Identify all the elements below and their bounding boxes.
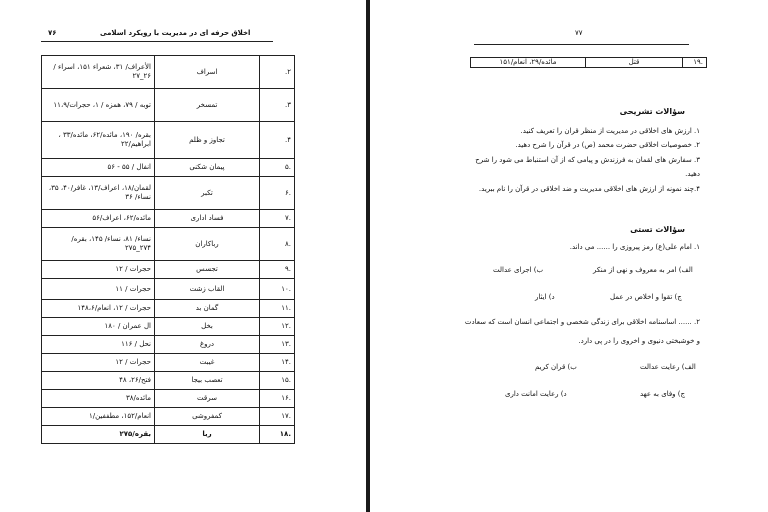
row-number: ۲. <box>260 56 295 89</box>
table-row <box>42 56 295 89</box>
row-term: تجاوز و ظلم <box>155 122 260 159</box>
table-row <box>42 279 295 300</box>
table-row <box>42 89 295 122</box>
row-number: .۱۱ <box>260 300 295 318</box>
row-number: .۱۶ <box>260 390 295 408</box>
row-reference: نحل / ۱۱۶ <box>42 336 155 354</box>
test-question: و خوشبختی دنیوی و اخروی را در پی دارد. <box>578 337 700 345</box>
row-term: فساد اداری <box>155 210 260 228</box>
table-row <box>42 426 295 444</box>
table-row <box>42 177 295 210</box>
row-reference: مائده/۶۲، اعراف/۵۶ <box>42 210 155 228</box>
row-number: .۱۰ <box>260 279 295 300</box>
row-number: .۸ <box>260 228 295 261</box>
answer-option[interactable]: ج) وفای به عهد <box>640 390 686 398</box>
table-row <box>42 354 295 372</box>
row-term: سرقت <box>155 390 260 408</box>
answer-option[interactable]: ب) قران کریم <box>535 363 577 371</box>
table-row <box>42 318 295 336</box>
row-term: اسراف <box>155 56 260 89</box>
row-reference: حجرات / ۱۱ <box>42 279 155 300</box>
table-row <box>42 228 295 261</box>
table-row <box>42 408 295 426</box>
left-page <box>0 0 366 512</box>
row-term: گمان بد <box>155 300 260 318</box>
descriptive-question: ۳. سفارش های لقمان به فرزندش و پیامی که از آن استنباط می شود را شرح <box>475 156 700 164</box>
row-reference: حجرات / ۱۲، انعام/۱۴۸،۶ <box>42 300 155 318</box>
answer-option[interactable]: ج) تقوا و اخلاص در عمل <box>610 293 682 301</box>
row-reference: انعام/۱۵۲، مطففین/۱ <box>42 408 155 426</box>
row-number: .۱۸ <box>260 426 295 444</box>
row-reference: بقره/۲۷۵ <box>42 426 155 444</box>
row-term: رباکاران <box>155 228 260 261</box>
header-title: اخلاق حرفه ای در مدیریت با رویکرد اسلامی <box>100 29 251 37</box>
row-reference: توبه / ۷۹، همزه / ۱، حجرات/۱۱،۹ <box>42 89 155 122</box>
row-reference: حجرات / ۱۲ <box>42 354 155 372</box>
row-number: .۱۷ <box>260 408 295 426</box>
row-term: غیبت <box>155 354 260 372</box>
row-term: کمفروشی <box>155 408 260 426</box>
row-number: .۱۵ <box>260 372 295 390</box>
row-term: پیمان شکنی <box>155 159 260 177</box>
row-term: تعصب بیجا <box>155 372 260 390</box>
descriptive-questions-heading: سؤالات تشریحی <box>619 107 685 116</box>
row-term: بخل <box>155 318 260 336</box>
table-row <box>42 122 295 159</box>
table-row <box>471 58 707 68</box>
answer-option[interactable]: الف) رعایت عدالت <box>640 363 696 371</box>
table-row <box>42 390 295 408</box>
row-number: .۷ <box>260 210 295 228</box>
row-reference: لقمان/۱۸، اعراف/۱۳، غافر/۴۰، ۳۵، نساء/ ۳۶ <box>42 177 155 210</box>
row-number: .۶ <box>260 177 295 210</box>
row-number: ۳. <box>260 89 295 122</box>
row-number: .۱۴ <box>260 354 295 372</box>
table-row <box>42 261 295 279</box>
row-term: تکبر <box>155 177 260 210</box>
table-row <box>42 336 295 354</box>
row-number: .۹ <box>260 261 295 279</box>
descriptive-question: ۱. ارزش های اخلاقی در مدیریت از منظر قران را تعریف کنید. <box>520 127 700 135</box>
answer-option[interactable]: د) ایثار <box>535 293 555 301</box>
row-number: .۱۲ <box>260 318 295 336</box>
answer-option[interactable]: ب) اجرای عدالت <box>493 266 544 274</box>
table-row <box>42 210 295 228</box>
row-reference: حجرات / ۱۲ <box>42 261 155 279</box>
table-row <box>42 300 295 318</box>
header-rule <box>474 44 689 45</box>
row-term: تمسخر <box>155 89 260 122</box>
row-reference: بقره/ ۱۹۰، مائده/۶۲، مائده/۳۳ ، ابراهیم/۲۲ <box>42 122 155 159</box>
page-number: ۷۶ <box>48 29 57 37</box>
ethics-terms-table <box>41 55 295 444</box>
row-reference: نساء/ ۸۱، نساء/ ۱۴۵، بقره/ ۲۷۴_۲۷۵ <box>42 228 155 261</box>
row-number: .۱۹ <box>683 58 707 68</box>
row-reference: انفال / ۵۵ - ۵۶ <box>42 159 155 177</box>
descriptive-question: ۲. خصوصیات اخلاقی حضرت محمد (ص) در قرآن را شرح دهید. <box>515 141 700 149</box>
row-term: قتل <box>586 58 683 68</box>
descriptive-question: ۴.چند نمونه از ارزش های اخلاقی مدیریت و ضد اخلاقی در قرآن را نام ببرید. <box>478 185 700 193</box>
page-number: ۷۷ <box>575 29 583 37</box>
row-reference: ال عمران / ۱۸۰ <box>42 318 155 336</box>
right-page <box>370 0 768 512</box>
table-row <box>42 159 295 177</box>
table-row <box>42 372 295 390</box>
descriptive-question: دهید. <box>685 170 700 178</box>
row-number: .۵ <box>260 159 295 177</box>
test-questions-heading: سؤالات تستی <box>630 225 685 234</box>
answer-option[interactable]: د) رعایت امانت داری <box>505 390 567 398</box>
ethics-terms-table-continued <box>470 57 707 68</box>
answer-option[interactable]: الف) امر به معروف و نهی از منکر <box>593 266 693 274</box>
row-term: القاب زشت <box>155 279 260 300</box>
row-reference: فتح/۲۶، ۴۸ <box>42 372 155 390</box>
row-reference: مائده/۳۸ <box>42 390 155 408</box>
header-rule <box>41 41 273 42</box>
test-question: ۱. امام علی(ع) رمز پیروزی را ...... می داند. <box>569 243 700 251</box>
test-question: ۲. ...... اساسنامه اخلاقی برای زندگی شخصی و اجتماعی انسان است که سعادت <box>464 318 700 326</box>
row-number: ۴. <box>260 122 295 159</box>
row-term: دروغ <box>155 336 260 354</box>
row-number: .۱۳ <box>260 336 295 354</box>
row-term: ربا <box>155 426 260 444</box>
row-reference: مائده/۲۹، انعام/۱۵۱ <box>471 58 586 68</box>
row-reference: الأعراف/ ۳۱، شعراء ۱۵۱، اسراء /۲۶_۲۷ <box>42 56 155 89</box>
row-term: تجسس <box>155 261 260 279</box>
